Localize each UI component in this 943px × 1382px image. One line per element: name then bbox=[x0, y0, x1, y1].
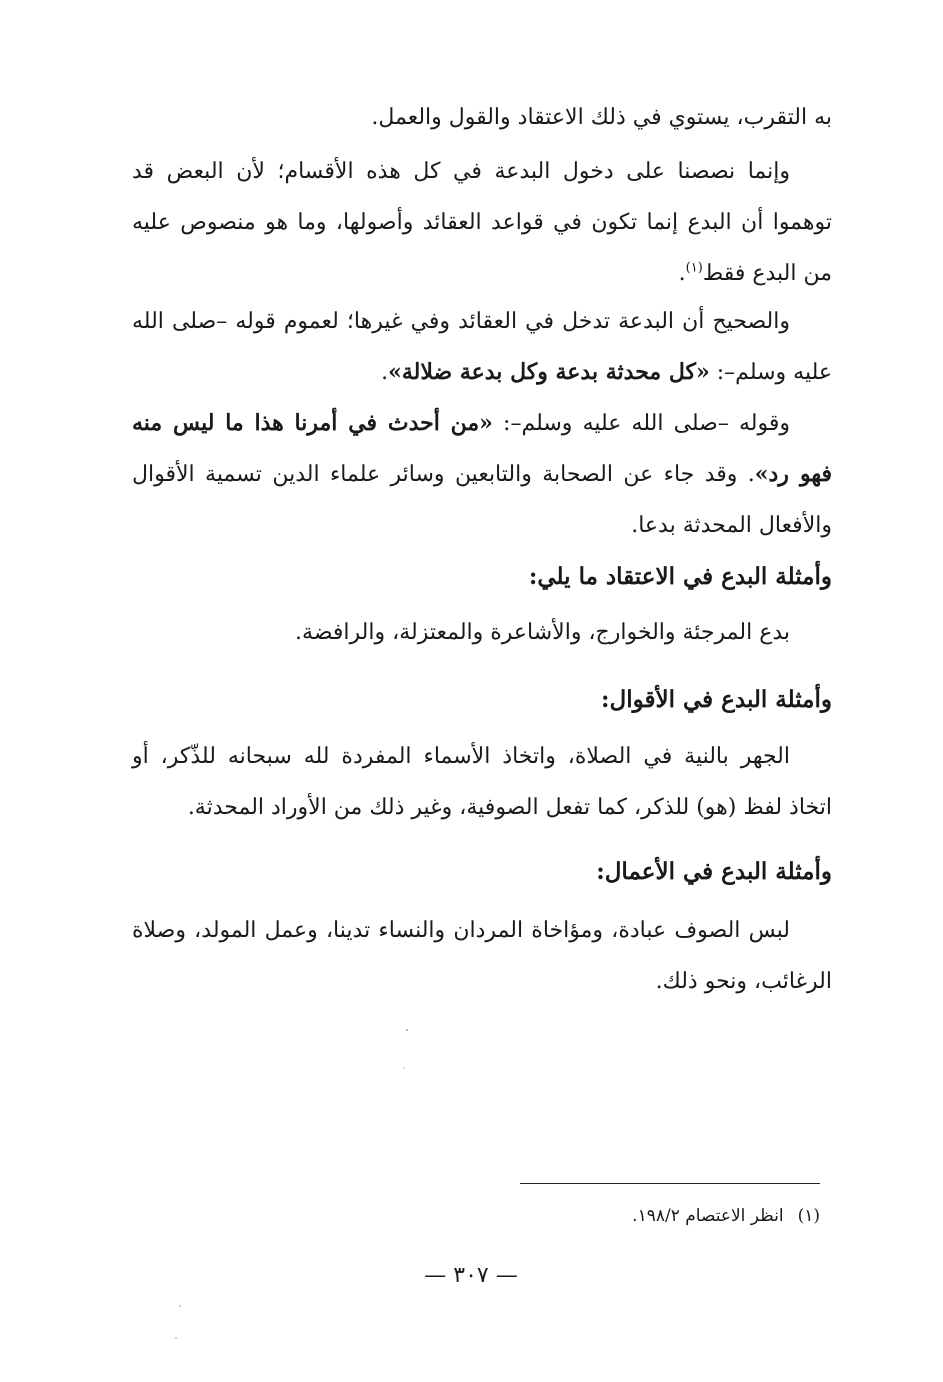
hadith-quote: «كل محدثة بدعة وكل بدعة ضلالة» bbox=[388, 359, 710, 385]
paragraph-correct-view bbox=[132, 296, 832, 398]
paragraph-text: وقوله –صلى الله عليه وسلم–: bbox=[492, 411, 790, 436]
heading-beliefs: وأمثلة البدع في الاعتقاد ما يلي: bbox=[528, 563, 832, 590]
footnote bbox=[520, 1202, 820, 1230]
paragraph-end-mark: . bbox=[381, 360, 389, 385]
paragraph-second-hadith bbox=[132, 398, 832, 551]
deeds-examples: لبس الصوف عبادة، ومؤاخاة المردان والنساء تدينا، وعمل المولد، وصلاة الرغائب، ونحو ذلك. bbox=[132, 918, 832, 994]
hadith-quote: «من أحدث في أمرنا هذا ما ليس منه فهو رد» bbox=[132, 410, 832, 487]
heading-deeds: وأمثلة البدع في الأعمال: bbox=[596, 858, 832, 885]
sayings-examples: الجهر بالنية في الصلاة، واتخاذ الأسماء المفردة لله سبحانه للذّكر، أو اتخاذ لفظ (هو) للذكر، كما تفعل الصوفية، وغير ذلك من الأوراد المحدثة. bbox=[132, 744, 832, 820]
paragraph-text: وإنما نصصنا على دخول البدعة في كل هذه الأقسام؛ لأن البعض قد توهموا أن البدع إنما تكون في قواعد العقائد وأصولها، وما هو منصوص عليه من البدع فقط bbox=[132, 159, 832, 286]
beliefs-examples: بدع المرجئة والخوارج، والأشاعرة والمعتزلة، والرافضة. bbox=[295, 620, 790, 645]
footnote-divider bbox=[520, 1183, 820, 1184]
footnote-text: انظر الاعتصام ١٩٨/٢. bbox=[632, 1206, 784, 1226]
heading-sayings: وأمثلة البدع في الأقوال: bbox=[601, 686, 832, 713]
paragraph-innovation-scope bbox=[132, 146, 832, 299]
footnote-number: (١) bbox=[797, 1206, 820, 1226]
footnote-reference: (١) bbox=[685, 260, 703, 276]
paragraph-continuation bbox=[132, 92, 832, 143]
paragraph-text: به التقرب، يستوي في ذلك الاعتقاد والقول والعمل. bbox=[371, 105, 832, 130]
paragraph-text: والصحيح أن البدعة تدخل في العقائد وفي غيرها؛ لعموم قوله –صلى الله عليه وسلم–: bbox=[132, 309, 832, 385]
paragraph-text-continued: . وقد جاء عن الصحابة والتابعين وسائر علماء الدين تسمية الأقوال والأفعال المحدثة بدعا. bbox=[132, 462, 832, 538]
paragraph-end-mark: . bbox=[678, 261, 686, 286]
page-number: — ٣٠٧ — bbox=[424, 1263, 518, 1288]
